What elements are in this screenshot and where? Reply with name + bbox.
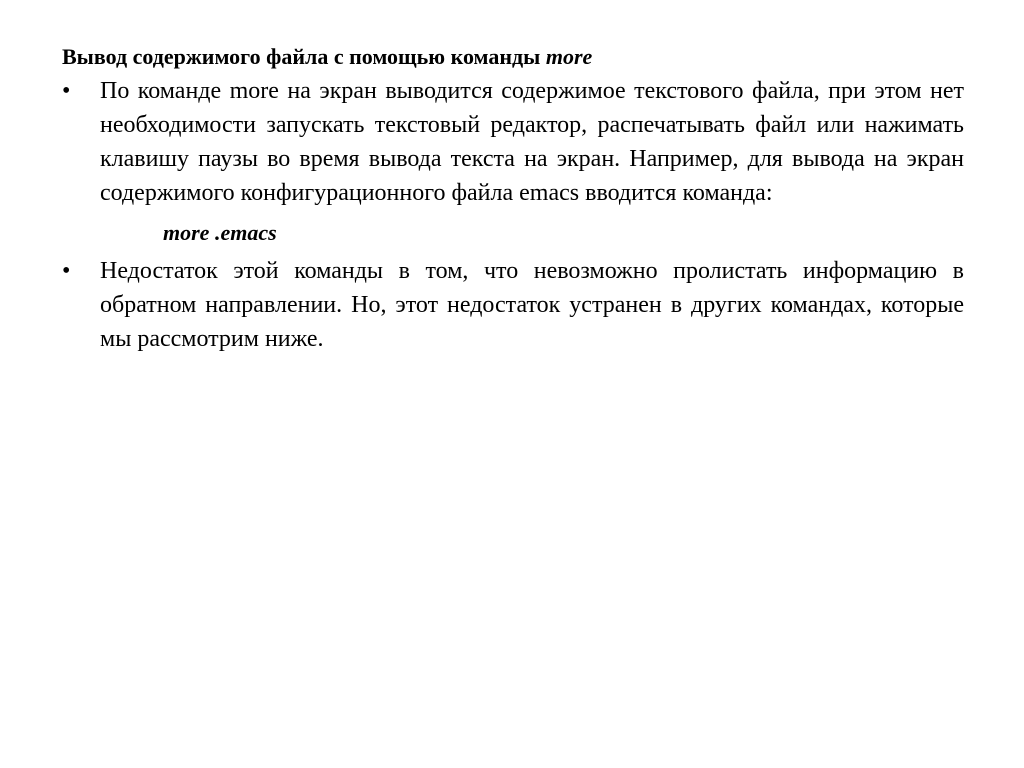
bullet-text-1: По команде more на экран выводится содержимое текстового файла, при этом нет необходимости запускать текстовый редактор, распечатывать файл или нажимать клавишу паузы во время вывода текста на экран. Например, для вывода на экран содержимого конфигурационного файла emacs вводится команда: [100, 78, 964, 206]
bullet-marker: • [62, 258, 71, 284]
slide-heading [62, 40, 964, 74]
bullet-item-1 [62, 74, 964, 210]
heading-text: Вывод содержимого файла с помощью команды [62, 44, 541, 69]
example-command: more .emacs [163, 220, 277, 245]
bullet-text-2: Недостаток этой команды в том, что невозможно пролистать информацию в обратном направлении. Но, этот недостаток устранен в других командах, которые мы рассмотрим ниже. [100, 258, 964, 352]
bullet-marker: • [62, 78, 71, 104]
heading-command: more [545, 44, 593, 69]
slide-content [62, 40, 964, 356]
bullet-item-2 [62, 254, 964, 356]
